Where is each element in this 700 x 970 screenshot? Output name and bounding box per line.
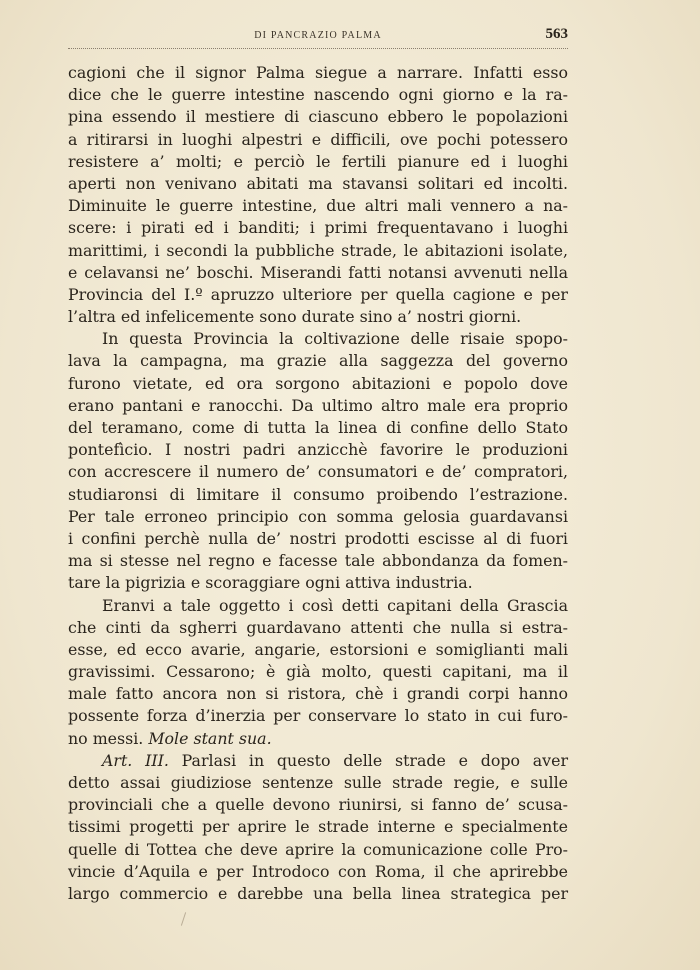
text-line bbox=[68, 106, 568, 128]
text-line bbox=[68, 350, 568, 372]
text-line bbox=[68, 129, 568, 151]
line-text: In questa Provincia la coltivazione delle risaie spopo- bbox=[102, 329, 568, 349]
line-text: aperti non venivano abitati ma stavansi solitari ed incolti. bbox=[68, 173, 568, 193]
line-text: resistere a’ molti; e perciò le fertili pianure ed i luoghi bbox=[68, 151, 568, 171]
text-line bbox=[68, 62, 568, 84]
line-text: furono vietate, ed ora sorgono abitazioni e popolo dove bbox=[68, 373, 568, 393]
text-line bbox=[68, 284, 568, 306]
line-text: a ritirarsi in luoghi alpestri e difficili, ove pochi potessero bbox=[68, 129, 568, 149]
text-line bbox=[68, 861, 568, 883]
text-line bbox=[68, 550, 568, 572]
page-header bbox=[68, 26, 568, 48]
line-text: i confini perchè nulla de’ nostri prodotti escisse al di fuori bbox=[68, 528, 568, 548]
line-text: e celavansi ne’ boschi. Miserandi fatti notansi avvenuti nella bbox=[68, 262, 568, 282]
line-text: del teramano, come di tutta la linea di confine dello Stato bbox=[68, 418, 568, 437]
text-line bbox=[68, 617, 568, 639]
line-text: che cinti da sgherri guardavano attenti che nulla si estra- bbox=[68, 617, 568, 637]
text-line bbox=[68, 683, 568, 705]
line-text: marittimi, i secondi la pubbliche strade, le abitazioni isolate, bbox=[68, 240, 568, 260]
text-line bbox=[68, 395, 568, 417]
line-text: scere: i pirati ed i banditi; i primi frequentavano i luoghi bbox=[68, 218, 568, 238]
italic-text: Mole stant sua. bbox=[148, 728, 272, 748]
text-line bbox=[68, 151, 568, 173]
text-line bbox=[68, 595, 568, 617]
text-line bbox=[68, 506, 568, 528]
text-line bbox=[68, 661, 568, 683]
line-text: cagioni che il signor Palma siegue a narrare. Infatti esso bbox=[68, 63, 568, 82]
line-text: largo commercio e darebbe una bella linea strategica per bbox=[68, 883, 568, 903]
text-line bbox=[68, 772, 568, 794]
line-text: Eranvi a tale oggetto i così detti capitani della Grascia bbox=[102, 595, 568, 615]
line-text: Provincia del I.º apruzzo ulteriore per quella cagione e per bbox=[68, 284, 568, 304]
line-text: lava la campagna, ma grazie alla saggezza del governo bbox=[68, 351, 568, 371]
line-text: provinciali che a quelle devono riunirsi, si fanno de’ scusa- bbox=[68, 795, 568, 815]
text-line bbox=[68, 306, 568, 328]
line-text: vincie d’Aquila e per Introdoco con Roma, il che aprirebbe bbox=[68, 861, 568, 881]
text-line bbox=[68, 883, 568, 905]
text-line bbox=[68, 816, 568, 838]
line-text: erano pantani e ranocchi. Da ultimo altro male era proprio bbox=[68, 395, 568, 415]
text-line bbox=[68, 528, 568, 550]
line-text: tare la pigrizia e scoraggiare ogni attiva industria. bbox=[68, 573, 473, 593]
text-line bbox=[68, 639, 568, 661]
text-line bbox=[68, 794, 568, 816]
text-line bbox=[68, 240, 568, 262]
page-number: 563 bbox=[545, 26, 568, 42]
line-text: con accrescere il numero de’ consumatori e de’ compratori, bbox=[68, 462, 568, 482]
text-line bbox=[68, 84, 568, 106]
line-text: pontefìcio. I nostri padri anzicchè favorire le produzioni bbox=[68, 440, 568, 460]
line-text: Per tale erroneo principio con somma gelosia guardavansi bbox=[68, 506, 568, 526]
text-line bbox=[68, 417, 568, 439]
text-line bbox=[68, 195, 568, 217]
line-text: Diminuite le guerre intestine, due altri mali vennero a na- bbox=[68, 196, 568, 216]
line-text: tissimi progetti per aprire le strade interne e specialmente bbox=[68, 817, 568, 837]
text-line bbox=[68, 705, 568, 727]
line-text: quelle di Tottea che deve aprire la comunicazione colle Pro- bbox=[68, 839, 568, 859]
line-text: gravissimi. Cessarono; è già molto, questi capitani, ma il bbox=[68, 662, 568, 682]
running-head: DI PANCRAZIO PALMA bbox=[254, 30, 382, 41]
text-line bbox=[68, 328, 568, 350]
line-text: esse, ed ecco avarie, angarie, estorsioni e somiglianti mali bbox=[68, 639, 568, 659]
line-text: l’altra ed infelicemente sono durate sino a’ nostri giorni. bbox=[68, 307, 522, 327]
text-line bbox=[68, 839, 568, 861]
line-text: ma si stesse nel regno e facesse tale abbondanza da fomen- bbox=[68, 551, 568, 571]
line-text: Parlasi in questo delle strade e dopo aver bbox=[181, 750, 568, 770]
line-text: no messi. bbox=[68, 728, 144, 748]
text-line bbox=[68, 484, 568, 506]
text-line bbox=[68, 572, 568, 594]
text-line bbox=[68, 173, 568, 195]
body-text bbox=[68, 62, 568, 905]
text-line bbox=[68, 461, 568, 483]
line-text: pina essendo il mestiere di ciascuno ebbero le popolazioni bbox=[68, 107, 568, 127]
line-text: dice che le guerre intestine nascendo ogni giorno e la ra- bbox=[68, 85, 568, 105]
italic-text: Art. III. bbox=[102, 750, 169, 770]
line-text: studiaronsi di limitare il consumo proibendo l’estrazione. bbox=[68, 484, 568, 504]
text-line bbox=[68, 728, 568, 750]
line-text: male fatto ancora non si ristora, chè i grandi corpi hanno bbox=[68, 684, 568, 704]
text-line bbox=[68, 262, 568, 284]
header-rule bbox=[68, 48, 568, 49]
paper-mark bbox=[181, 912, 186, 926]
line-text: detto assai giudiziose sentenze sulle strade regie, e sulle bbox=[68, 773, 568, 792]
text-line bbox=[68, 217, 568, 239]
line-text: possente forza d’inerzia per conservare lo stato in cui furo- bbox=[68, 706, 568, 726]
text-line bbox=[68, 750, 568, 772]
text-line bbox=[68, 439, 568, 461]
text-line bbox=[68, 373, 568, 395]
